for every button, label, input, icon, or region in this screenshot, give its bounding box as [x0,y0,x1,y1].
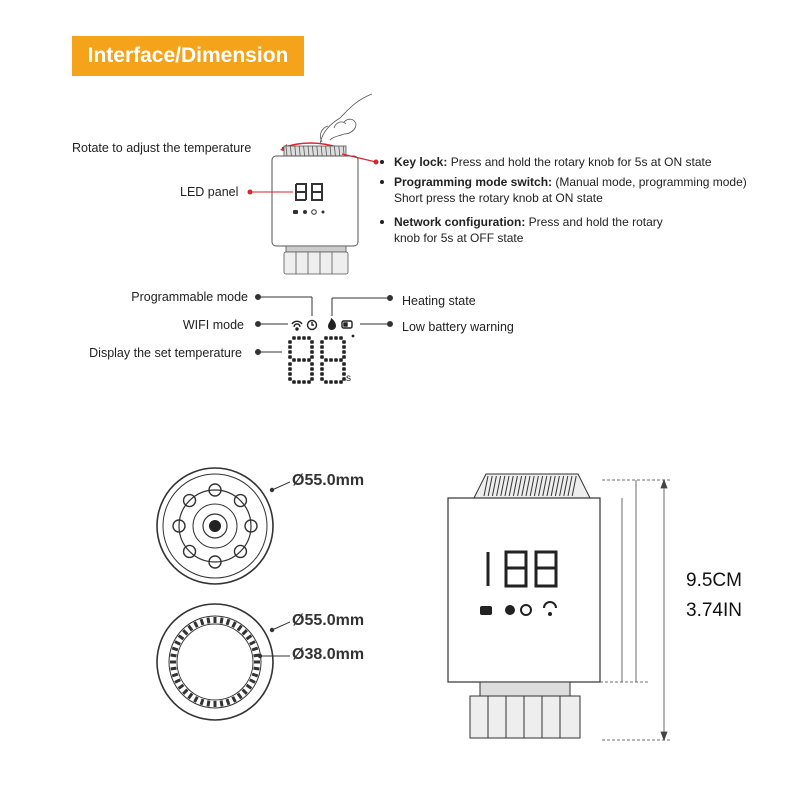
instructions-list [380,154,770,246]
device-side-view [440,468,680,748]
heating-state-label: Heating state [402,294,476,308]
dimension-views-left [150,460,290,740]
section-banner: Interface/Dimension [72,36,304,76]
instruction-item: Key lock: Press and hold the rotary knob for 5s at ON state [380,154,770,170]
inner-diameter-label: Ø38.0mm [292,646,365,663]
lcd-legend-diagram [250,288,400,388]
instruction-item: Network configuration: Press and hold the rotary knob for 5s at OFF state [380,214,770,246]
programmable-mode-label: Programmable mode [131,290,248,304]
wifi-icon [292,321,302,330]
wifi-mode-label: WIFI mode [182,318,244,332]
display-set-temp-label: Display the set temperature [89,346,242,360]
outer-diameter-bottom-label: Ø55.0mm [292,612,365,629]
height-in-label: 3.74IN [686,600,742,621]
key-lock-pointer [342,150,382,170]
led-panel-pointer [245,185,295,199]
hand-icon [320,94,372,144]
low-battery-label: Low battery warning [402,320,514,334]
outer-diameter-top-label: Ø55.0mm [292,472,365,489]
instruction-item: Programming mode switch: (Manual mode, programming mode) Short press the rotary knob at ON state [380,174,770,206]
battery-icon [342,321,352,328]
flame-icon [328,318,336,330]
height-cm-label: 9.5CM [686,570,742,591]
rotate-label: Rotate to adjust the temperature [72,141,252,155]
lcd-unit: s [346,373,351,384]
clock-icon [308,321,317,330]
led-panel-label: LED panel [180,185,239,199]
